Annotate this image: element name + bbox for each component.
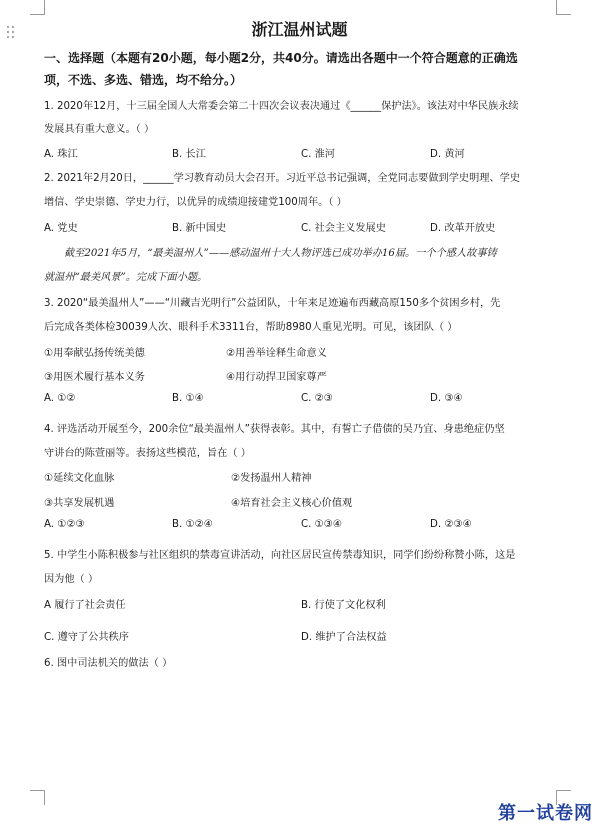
q4-stem-line-1: 4. 评选活动开展至今，200余位“最美温州人”获得表彰。其中，有誓亡子借债的吴乃宜、身患绝症仍坚 bbox=[44, 424, 505, 435]
crop-mark-top-right bbox=[556, 0, 571, 15]
q5-stem-line-2: 因为他（ ） bbox=[44, 574, 99, 585]
q2-option-a: A. 党史 bbox=[44, 223, 78, 234]
q4-statement-1: ①延续文化血脉 bbox=[44, 473, 115, 484]
q1-option-d: D. 黄河 bbox=[430, 149, 465, 160]
q2-option-d: D. 改革开放史 bbox=[430, 223, 496, 234]
q4-statement-3: ③共享发展机遇 bbox=[44, 498, 115, 509]
q2-option-b: B. 新中国史 bbox=[172, 223, 227, 234]
q3-stem-line-1: 3. 2020“最美温州人”——“川藏吉光明行”公益团队，十年来足迹遍布西藏高原150多个贫困乡村，先 bbox=[44, 298, 501, 309]
q2-option-c: C. 社会主义发展史 bbox=[301, 223, 386, 234]
q2-stem-line-2: 增信、学史崇德、学史力行，以优异的成绩迎接建党100周年。（ ） bbox=[44, 197, 347, 208]
q3-stem-line-2: 后完成各类体检30039人次、眼科手术3311台，帮助8980人重见光明。可见，该团队（ ） bbox=[44, 322, 458, 333]
q3-statement-2: ②用善举诠释生命意义 bbox=[226, 348, 327, 359]
q1-stem-line-2: 发展具有重大意义。（ ） bbox=[44, 124, 155, 135]
q1-option-b: B. 长江 bbox=[172, 149, 206, 160]
q3-option-a: A. ①② bbox=[44, 393, 76, 404]
q1-option-a: A. 珠江 bbox=[44, 149, 78, 160]
q1-option-c: C. 淮河 bbox=[301, 149, 335, 160]
page-title: 浙江温州试题 bbox=[251, 20, 348, 39]
q3-option-c: C. ②③ bbox=[301, 393, 333, 404]
site-watermark: 第一试卷网 bbox=[498, 803, 593, 824]
crop-mark-top-left bbox=[30, 0, 45, 15]
q6-stem-line-1: 6. 图中司法机关的做法（ ） bbox=[44, 658, 173, 669]
q4-statement-4: ④培育社会主义核心价值观 bbox=[231, 498, 353, 509]
q3-statement-1: ①用奉献弘扬传统美德 bbox=[44, 348, 145, 359]
crop-mark-bottom-left bbox=[30, 790, 45, 805]
q4-option-b: B. ①②④ bbox=[172, 519, 213, 530]
q3-option-d: D. ③④ bbox=[430, 393, 463, 404]
q5-stem-line-1: 5. 中学生小陈积极参与社区组织的禁毒宣讲活动，向社区居民宣传禁毒知识，同学们纷纷称赞小陈，这是 bbox=[44, 550, 516, 561]
material-line-1: 截至2021年5月，“最美温州人”——感动温州十大人物评选已成功举办16届。一个个感人故事铸 bbox=[64, 248, 497, 259]
q5-option-c: C. 遵守了公共秩序 bbox=[44, 632, 129, 643]
q3-statement-3: ③用医术履行基本义务 bbox=[44, 372, 145, 383]
q4-option-a: A. ①②③ bbox=[44, 519, 85, 530]
q4-statement-2: ②发扬温州人精神 bbox=[231, 473, 312, 484]
q2-stem-line-1: 2. 2021年2月20日，______学习教育动员大会召开。习近平总书记强调，全党同志要做到学史明理、学史 bbox=[44, 173, 521, 184]
q3-option-b: B. ①④ bbox=[172, 393, 204, 404]
material-line-2: 就温州“最美风景”。完成下面小题。 bbox=[44, 272, 208, 283]
q4-option-c: C. ①③④ bbox=[301, 519, 342, 530]
q5-option-d: D. 维护了合法权益 bbox=[301, 632, 387, 643]
section-heading-line-2: 项，不选、多选、错选，均不给分。） bbox=[44, 73, 243, 87]
q5-option-a: A 履行了社会责任 bbox=[44, 600, 126, 611]
q5-option-b: B. 行使了文化权利 bbox=[301, 600, 386, 611]
q3-statement-4: ④用行动捍卫国家尊严 bbox=[226, 372, 327, 383]
q4-option-d: D. ②③④ bbox=[430, 519, 472, 530]
section-heading-line-1: 一、选择题（本题有20小题，每小题2分，共40分。请选出各题中一个符合题意的正确选 bbox=[44, 51, 518, 65]
q1-stem-line-1: 1. 2020年12月，十三届全国人大常委会第二十四次会议表决通过《______保护法》。该法对中华民族永续 bbox=[44, 101, 519, 112]
q4-stem-line-2: 守讲台的陈萱丽等。表扬这些模范，旨在（ ） bbox=[44, 448, 251, 459]
